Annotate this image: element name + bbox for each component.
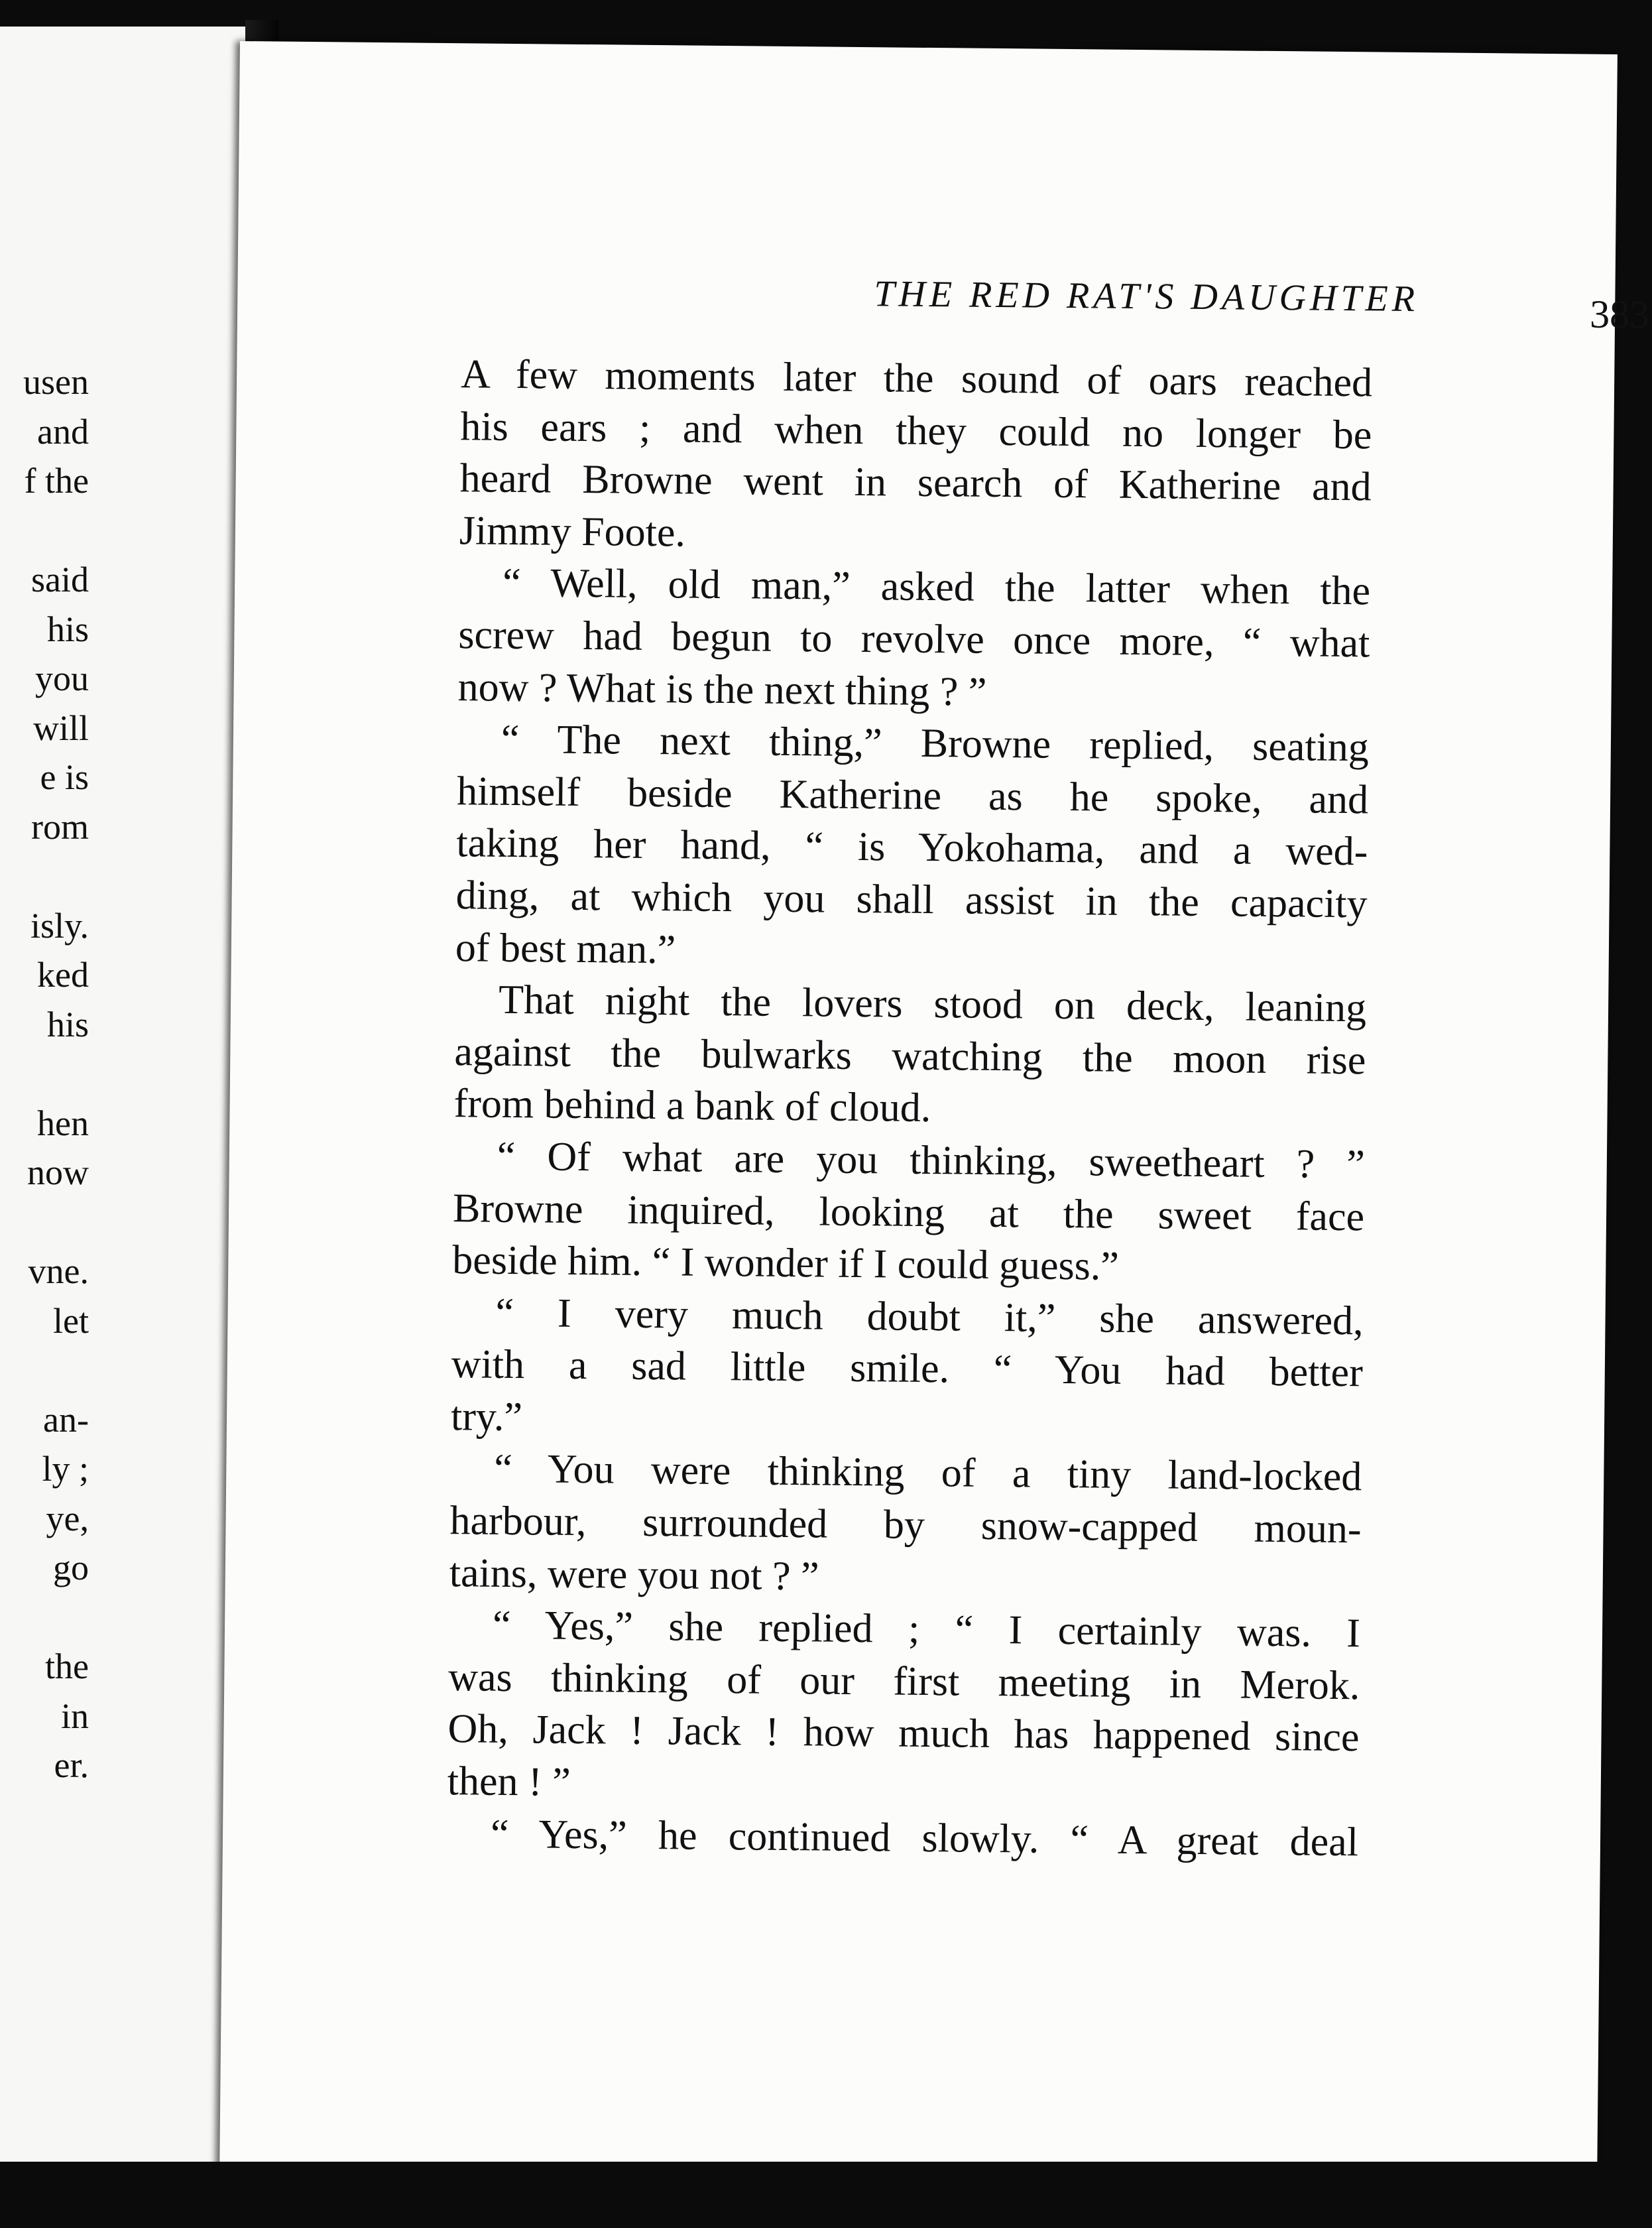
scan-bottom-edge [0, 2162, 1618, 2228]
text-line: was thinking of our first meeting in Merok. [448, 1654, 1360, 1709]
left-page-fragment: the [45, 1646, 89, 1686]
text-line: himself beside Katherine as he spoke, and [456, 768, 1369, 823]
left-page-fragment: ly ; [42, 1449, 89, 1489]
left-page-fragment: his [46, 1004, 89, 1044]
text-line: “ Yes,” he continued slowly. “ A great deal [490, 1811, 1359, 1865]
text-line: against the bulwarks watching the moon rise [454, 1028, 1366, 1083]
text-line: now ? What is the next thing ? ” [457, 664, 987, 715]
right-page [219, 41, 1650, 2183]
left-page-fragment: vne. [28, 1251, 89, 1291]
text-line: taking her hand, “ is Yokohama, and a wed- [456, 820, 1368, 875]
left-page-fragment: usen [23, 362, 89, 402]
text-line: ding, at which you shall assist in the capacity [455, 873, 1368, 927]
left-page-fragment: and [37, 411, 89, 452]
text-line: “ The next thing,” Browne replied, seating [501, 716, 1370, 771]
left-page-fragment: rom [31, 806, 89, 847]
text-line: That night the lovers stood on deck, leaning [498, 977, 1367, 1031]
running-head-title: THE RED RAT'S DAUGHTER [874, 273, 1419, 320]
text-line: “ You were thinking of a tiny land-locked [494, 1446, 1362, 1500]
text-line: beside him. “ I wonder if I could guess.” [452, 1237, 1120, 1289]
text-line: tains, were you not ? ” [449, 1550, 819, 1599]
text-line: A few moments later the sound of oars reached [460, 351, 1373, 406]
text-line: from behind a bank of cloud. [453, 1081, 931, 1131]
text-line: “ Yes,” she replied ; “ I certainly was. I [492, 1603, 1361, 1656]
text-line: then ! ” [447, 1759, 571, 1805]
text-line: his ears ; and when they could no longer be [460, 403, 1372, 458]
left-page-fragment: let [53, 1300, 89, 1341]
left-page-fragment: in [60, 1696, 89, 1736]
left-page-fragment: his [46, 609, 89, 649]
text-line: with a sad little smile. “ You had better [451, 1341, 1364, 1396]
left-page-fragment: ked [37, 955, 89, 995]
page-number: 383 [1589, 292, 1650, 337]
left-page-fragment: er. [54, 1745, 89, 1785]
left-page-fragment: go [53, 1548, 89, 1587]
left-page-fragment: ye, [46, 1498, 89, 1538]
body-text [447, 348, 1373, 1868]
text-line: “ Of what are you thinking, sweetheart ? ” [497, 1133, 1366, 1188]
text-line: Oh, Jack ! Jack ! how much has happened since [447, 1706, 1360, 1761]
left-page-fragment: now [27, 1152, 89, 1192]
text-line: heard Browne went in search of Katherine and [459, 456, 1372, 510]
left-facing-page [0, 27, 245, 2182]
text-line: of best man.” [455, 924, 676, 972]
left-page-fragment: e is [40, 757, 89, 797]
text-line: Browne inquired, looking at the sweet face [452, 1185, 1365, 1239]
left-page-fragment: you [35, 658, 89, 698]
text-line: screw had begun to revolve once more, “ what [458, 612, 1370, 666]
left-page-fragment: said [31, 560, 89, 599]
text-line: “ I very much doubt it,” she answered, [495, 1290, 1364, 1344]
left-page-fragment: hen [37, 1103, 89, 1143]
text-line: try.” [450, 1394, 523, 1440]
left-page-fragment: will [32, 708, 89, 748]
text-line: “ Well, old man,” asked the latter when the [502, 560, 1371, 614]
left-page-fragment: f the [24, 461, 89, 501]
text-line: Jimmy Foote. [459, 507, 686, 556]
left-page-fragment: an- [43, 1399, 89, 1440]
running-head [635, 271, 1650, 340]
text-line: harbour, surrounded by snow-capped moun- [449, 1498, 1362, 1552]
left-page-fragment: isly. [30, 905, 89, 946]
